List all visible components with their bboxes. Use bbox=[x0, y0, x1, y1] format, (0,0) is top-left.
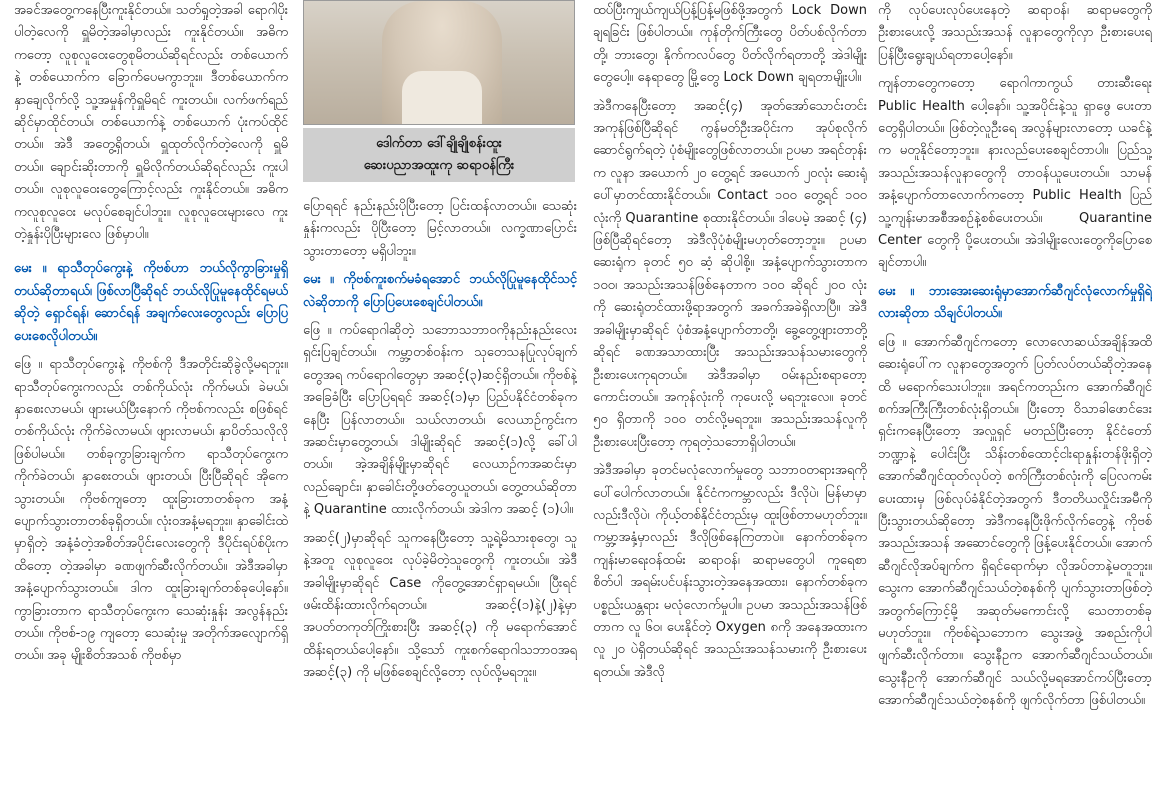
question-label: မေး ။ bbox=[303, 272, 334, 288]
question-3 bbox=[878, 281, 1152, 326]
question-1 bbox=[14, 258, 288, 348]
paragraph: ကျန်တာတွေကတော့ ရောဂါကာကွယ် တားဆီးရေး Public Health ပေါ့နော်။ သူ့အပိုင်းနဲ့သူ ရှာဖွေ ပေးတာတွေရှိပါတယ်။ ဖြစ်တဲ့လူဦးရေ အလွန်များလာတော့ ယခင်နဲ့က မတူနိုင်တော့ဘူး။ နားလည်ပေးစေချင်တာပါ။ ပြည်သူ့ အသည်းအသန်လူနာတွေကို တာဝန်ယူပေးတယ်။ သာမန်အနံ့ပျောက်တာလောက်ကတော့ Public Health ပြည်သူ့ကျန်းမာအစီအစဉ်နဲ့စစ်ပေးတယ်။ Quarantine Center တွေကို ပို့ပေးတယ်။ အဲဒါမျိုးလေးတွေကိုပြောစေချင်တာပါ။ bbox=[878, 76, 1152, 271]
question-text: ကိုဗစ်ကူးစက်မခံရအောင် ဘယ်လိုပြုမူနေထိုင်သင့်လဲဆိုတာကို ပြောပြပေးစေချင်ပါတယ်။ bbox=[303, 272, 577, 310]
paragraph: အဲဒီအခါမှာ ခုတင်မလုံလောက်မှုတွေ သဘာဝတရားအရကို ပေါ်ပေါက်လာတယ်။ နိုင်ငံကကမ္ဘာလည်း ဒီလိုပဲ၊ မြန်မာမှာလည်းဒီလိုပဲ၊ ကိုယ့်တစ်နိုင်ငံတည်းမှ ထူးဖြစ်တာမဟုတ်ဘူး။ ကမ္ဘာ့အနှံ့မှာလည်း ဒီလိုဖြစ်နေကြတာပဲ။ နောက်တစ်ခုက ကျန်းမာရေးဝန်ထမ်း ဆရာဝန်၊ ဆရာမတွေပါ ကူရေစာစိတ်ပါ အရမ်းပင်ပန်းသွားတဲ့အနေအထား၊ နောက်တစ်ခုက ပစ္စည်းယန္တရား မလုံလောက်မှုပါ။ ဥပမာ အသည်းအသန်ဖြစ်တာက လူ ၆၀၊ ပေးနိုင်တဲ့ Oxygen ၈ကို အနေအထားက လူ ၂၀ ပဲရှိတယ်ဆိုရင် အသည်းအသန်သမားကို ဦးစားပေးရတယ်။ အဲဒီလို bbox=[593, 463, 867, 680]
answer-label: ဖြေ ။ bbox=[303, 323, 332, 339]
article-column-3 bbox=[593, 0, 867, 800]
paragraph: ကို လုပ်ပေးလုပ်ပေးနေတဲ့ ဆရာဝန်၊ ဆရာမတွေကို ဦးစားပေးလို့ အသည်းအသန် လူနာတွေကိုလှာ ဦးစားပေးရ ပြန်ပြီးရွေးချယ်ရတာပေါ့နော်။ bbox=[878, 3, 1152, 63]
answer-text: ကပ်ရောဂါဆိုတဲ့ သဘောသဘာဝကိုနည်းနည်းလေးရှင်းပြချင်တယ်။ ကမ္ဘာ့တစ်ဝန်းက သုတေသနပြုလုပ်ချက်တွေအရ ကပ်ရောဂါတွေမှာ အဆင့်(၃)ဆင့်ရှိတယ်။ ကိုဗစ်နဲ့ အခြေခံပြီး ပြောပြရရင် အဆင့်(၁)မှာ ပြည်ပနိုင်ငံတစ်ခုကနေပြီး ပြန်လာတယ်။ သယ်လာတယ်၊ လေယာဉ်ကွင်းက အဆင်းမှာတွေ့တယ်၊ ဒါမျိုးဆိုရင် အဆင့်(၁)လို့ ခေါ်ပါတယ်။ အဲ့အချိန်မျိုးမှာဆိုရင် လေယာဉ်ကအဆင်းမှာ လည်ချောင်း၊ နှာခေါင်းတို့ဖတ်တွေယူတယ်၊ တွေ့တယ်ဆိုတာနဲ့ Quarantine ထားလိုက်တယ်၊ အဲဒါက အဆင့် (၁)ပါ။ bbox=[303, 323, 577, 518]
portrait-photo bbox=[303, 0, 575, 125]
photo-caption bbox=[303, 128, 575, 182]
paragraph: အဲဒီကနေပြီးတော့ အဆင့်(၄) အုတ်အော်သောင်းတင်း အကုန်ဖြစ်ပြီဆိုရင် ကွန်မတ်ဦးအပိုင်းက အုပ်စုလိုက် ဆောင်ရွက်ရတဲ့ ပုံစံမျိုးတွေဖြစ်လာတယ်။ ဥပမာ အရင်တုန်းက လူနာ အယောက် ၂၀ တွေ့ရင် အယောက် ၂၀လုံး ဆေးရုံပေါ်မှာတင်ထားနိုင်တယ်။ Contact ၁၀၀ တွေ့ရင် ၁၀၀ လုံးကို Quarantine စုထားနိုင်တယ်။ ဒါပေမဲ့ အဆင့် (၄) ဖြစ်ပြီဆိုရင်တော့ အဲဒီလိုပုံစံမျိုးမဟုတ်တော့ဘူး။ ဥပမာ ဆေးရုံက ခုတင် ၅၀ ဆံ့ ဆိုပါစို့။ အနံ့ပျောက်သွားတာက ၁၀၀၊ အသည်းအသန်ဖြစ်နေတာက ၁၀၀ ဆိုရင် ၂၀၀ လုံးကို ဆေးရုံတင်ထားဖို့ရာအတွက် အခက်အခဲရှိလာပြီ။ အဲဒီအခါမျိုးမှာဆိုရင် ပုံစံအနံ့ပျောက်တာတို့၊ ခွေ့တွေ့ဖျားတာတို့ဆိုရင် ခဏအသာထားပြီး အသည်းအသန်သမားတွေကို ဦးစားပေးကုရတယ်။ အဲဒီအခါမှာ ဝမ်းနည်းစရာတော့ ကောင်းတယ်။ အကုန်လုံးကို ကုပေးလို့ မရဘူးလေ။ ခုတင် ၅၀ ရှိတာကို ၁၀၀ တင်လို့မရဘူး။ အသည်းအသန်လူကို ဦးစားပေးပြီးတော့ ကုရတဲ့သဘောရှိပါတယ်။ bbox=[593, 98, 867, 450]
caption-name: ဒေါက်တာ ဒေါ်ချိုချိုစန်းထူး bbox=[376, 136, 502, 151]
question-2 bbox=[303, 269, 577, 314]
answer-1 bbox=[14, 354, 288, 668]
question-text: ဘားအေးဆေးရုံမှာအောက်ဆီဂျင်လုံလောက်မှုရှိရဲ့လားဆိုတာ သိချင်ပါတယ်။ bbox=[878, 283, 1152, 322]
answer-3 bbox=[878, 332, 1152, 713]
article-column-2 bbox=[303, 196, 577, 800]
question-label: မေး ။ bbox=[878, 283, 915, 299]
answer-label: ဖြေ ။ bbox=[14, 357, 43, 373]
article-column-1 bbox=[14, 0, 288, 800]
paragraph: ပြောရရင် နည်းနည်းပိုပြီးတော့ ပြင်းထန်လာတယ်။ သေဆုံးနှုန်းကလည်း ပိုပြီးတော့ မြင့်လာတယ်။ လက္ခဏာပြောင်းသွားတာတော့ မရှိပါဘူး။ bbox=[303, 199, 577, 259]
paragraph: အဆင့်(၂)မှာဆိုရင် သူကနေပြီးတော့ သူ့ရဲ့မိသားစုတွေ၊ သူနဲ့အတူ လူစုလူဝေး လုပ်ခဲ့မိတဲ့သူတွေကို ကူးတယ်။ အဲဒီအခါမျိုးမှာဆိုရင် Case ကိုတွေ့အောင်ရှာရမယ်။ ပြီးရင် ဖမ်းထိန်းထားလိုက်ရတယ်။ အဆင့်(၁)နဲ့(၂)နဲ့မှာ အပတ်တကုတ်ကြိုးစားပြီး အဆင့်(၃) ကို မရောက်အောင် ထိန်းရတယ်ပေါ့နော်။ သို့သော် ကူးစက်ရောဂါသဘာဝအရ အဆင့်(၃) ကို မဖြစ်စေချင်လို့တော့ လုပ်လို့မရဘူး။ bbox=[303, 530, 577, 681]
article-column-4 bbox=[878, 0, 1152, 800]
portrait-collar bbox=[402, 71, 482, 125]
paragraph: ထပ်ပြီးကျယ်ကျယ်ပြန့်ပြန့်မဖြစ်ဖို့အတွက် Lock Down ချရခြင်း ဖြစ်ပါတယ်။ ကုန်တိုက်ကြီးတွေ ပိတ်ပစ်လိုက်တာတို့၊ ဘားတွေ၊ နိုက်ကလပ်တွေ ပိတ်လိုက်ရတာတို့ အဲဒါမျိုးတွေပေါ့။ နေရာတွေ မြို့တွေ Lock Down ချရတာမျိုးပါ။ bbox=[593, 3, 867, 86]
question-label: မေး ။ bbox=[14, 261, 47, 277]
caption-title: ဆေးပညာအထူးကု ဆရာဝန်ကြီး bbox=[363, 158, 515, 173]
answer-label: ဖြေ ။ bbox=[878, 334, 907, 350]
answer-text: အောက်ဆီဂျင်ကတော့ လောလောဆယ်အချိန်အထိ ဆေးရုံပေါ်က လူနာတွေအတွက် ပြတ်လပ်တယ်ဆိုတဲ့အနေထိ မရောက်သေးပါဘူး။ အရင်ကတည်းက အောက်ဆီဂျင်စက်အကြီးကြီးတစ်လုံးရှိတယ်။ ပြီးတော့ ဝိသာခါဖောင်ဒေးရှင်းကနေပြီးတော့ အလှူရှင် မတည်ပြီးတော့ နိုင်ငံတော်ဘဏ္ဍာနဲ့ ပေါင်းပြီး သိန်းတစ်ထောင့်ငါးရာနှုန်းတန်ဖိုးရှိတဲ့ အောက်ဆီဂျင်ထုတ်လုပ်တဲ့ စက်ကြီးတစ်လုံးကို ပြေလကမ်းပေးထားမှ ဖြစ်လုပ်ခံနိုင်တဲ့အတွက် ဒီတတိယလှိုင်းအမီကို ပြီးသွားတယ်ဆိုတော့ အဲဒီကနေပြီးဖိုက်လိုက်တွေနဲ့ ကိုဗစ် အသည်းအသန် အဆောင်တွေကို ဖြန့်ပေးနိုင်တယ်။ အောက်ဆီဂျင်လိုအပ်ချက်က ရှိရင်ရောက်မှာ လိုအပ်တာနဲ့မတူဘူး။ သွေးက အောက်ဆီဂျင်သယ်တဲ့စနစ်ကို ပျက်သွားတာဖြစ်တဲ့အတွက်ကြောင့်မို့ အဆုတ်မကောင်းလို့ သေတာတစ်ခု မဟုတ်ဘူး။ ကိုဗစ်ရဲ့သဘောက သွေးအဖွဲ့ အစည်းကိုပါ ဖျက်ဆီးလိုက်တာ။ သွေးနီဥက အောက်ဆီဂျင်သယ်တယ်။ သွေးနီဥကို အောက်ဆီဂျင် သယ်လို့မရအောင်ကပ်ပြီးတော့ အောက်ဆီဂျင်သယ်တဲ့စနစ်ကို ဖျက်လိုက်တာ ဖြစ်ပါတယ်။ bbox=[878, 334, 1152, 709]
question-text: ရာသီတုပ်ကွေးနဲ့ ကိုဗစ်ဟာ ဘယ်လိုကွာခြားမှုရှိတယ်ဆိုတာရယ်၊ ဖြစ်လာပြီဆိုရင် ဘယ်လိုပြုမူနေထိုင်ရမယ်ဆိုတဲ့ ရှောင်ရန်၊ ဆောင်ရန် အချက်လေးတွေလည်း ပြောပြပေးစေလိုပါတယ်။ bbox=[14, 261, 288, 344]
paragraph: အခင်အတွေ့ကနေပြီးကူးနိုင်တယ်။ သတ်ရှုတဲ့အခါ ရောဂါပိုးပါတဲ့လေကို ရှူမိတဲ့အခါမှာလည်း ကူးနိုင်တယ်။ အဓိကကတော့ လူစုလူဝေးတွေစုမိတယ်ဆိုရင်လည်း တစ်ယောက်နဲ့ တစ်ယောက်က ခြောက်ပေမကွာဘူး။ ဒီတစ်ယောက်က နှာချေလိုက်လို့ သူ့အမှုန်ကိုရှူမိရင် ကူးတယ်။ လက်ဖက်ရည်ဆိုင်မှာထိုင်တယ်၊ တစ်ယောက်နဲ့ တစ်ယောက် ပုံးကပ်ထိုင်တယ်။ အဲဒီ အတွေ့ရှိတယ်၊ ရှူထုတ်လိုက်တဲ့လေကို ရှူမိတယ်။ ချောင်းဆိုးတာကို ရှူမိလိုက်တယ်ဆိုရင်လည်း ကူးပါတယ်။ လူစုလူဝေးတွေကြောင့်လည်း ကူးနိုင်တယ်။ အဓိကကလူစုလူဝေး မလုပ်စေချင်ပါဘူး။ လူစုလူဝေးများလေ ကူးတဲ့နှုန်းပိုပြီးများလေ ဖြစ်မှာပါ။ bbox=[14, 3, 288, 243]
answer-text: ရာသီတုပ်ကွေးနဲ့ ကိုဗစ်ကို ဒီအတိုင်းဆိုခွဲလို့မရဘူး။ ရာသီတုပ်ကွေးကလည်း တစ်ကိုယ်လုံး ကိုက်မယ်၊ ခဲမယ်၊ နှာစေးလာမယ်၊ ဖျားမယ်ပြီးနောက် ကိုဗစ်ကလည်း စဖြစ်ရင် တစ်ကိုယ်လုံး ကိုက်ခဲလာမယ်၊ ဖျားလာမယ်၊ နှာပိတ်သလိုလိုဖြစ်ပါမယ်။ တစ်ခုကွာခြားချက်က ရာသီတုပ်ကွေးက ကိုက်ခဲတယ်၊ နှာစေးတယ်၊ ဖျားတယ်၊ ပြီးပြီဆိုရင် အိုကေသွားတယ်။ ကိုဗစ်ကျတော့ ထူးခြားတာတစ်ခုက အနံ့ပျောက်သွားတာတစ်ခုရှိတယ်။ လုံးဝအနံ့မရဘူး။ နှာခေါင်းထဲမှာရှိတဲ့ အနံ့ခံတဲ့အစိတ်အပိုင်းလေးတွေကို ဒီပိုင်းရပ်စ်ပိုးက ထိတော့ တဲ့အခါမှာ ခဏဖျက်ဆီးလိုက်တယ်။ အဲဒီအခါမှာ အနံ့ပျောက်သွားတယ်။ ဒါက ထူးခြားချက်တစ်ခုပေါ့နော်။ ကွာခြားတာက ရာသီတုပ်ကွေးက သေဆုံးနှုန်း အလွန်နည်းတယ်။ ကိုဗစ်-၁၉ ကျတော့ သေဆုံးမှု အတိုက်အလျောက်ရှိတယ်။ အခု မျိုးစိတ်အသစ် ကိုဗစ်မှာ bbox=[14, 357, 288, 664]
answer-2 bbox=[303, 320, 577, 522]
